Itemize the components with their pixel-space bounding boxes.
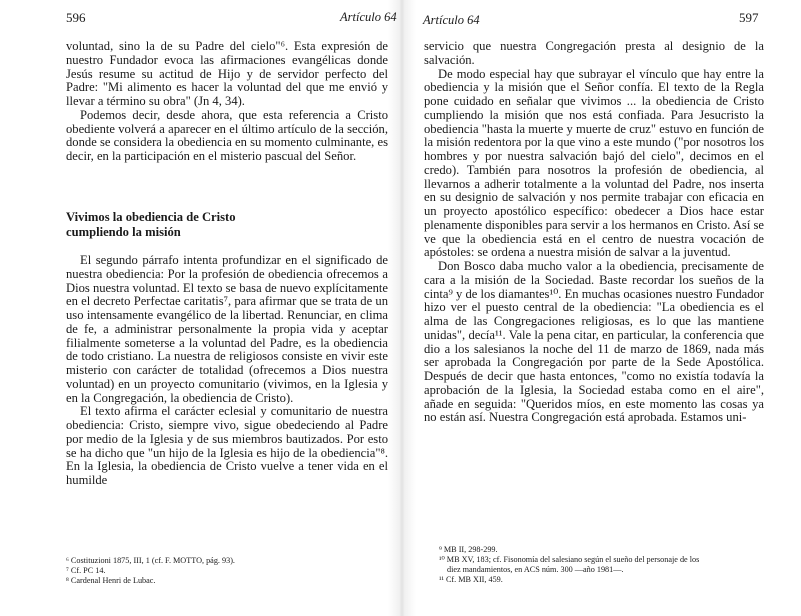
right-body xyxy=(424,40,764,425)
right-footnotes xyxy=(439,545,769,585)
left-page-number: 596 xyxy=(66,10,86,25)
left-running-head: Artículo 64 xyxy=(340,10,397,24)
left-paragraph-1: voluntad, sino la de su Padre del cielo"⁶. Esta expresión de nuestro Fundador evoca las afirmaciones evangélicas donde Jesús resume su actitud de Hijo y de servidor perfecto del Padre: "Mi alimento es hacer la voluntad del que me envió y llevar a término su obra" (Jn 4, 34). xyxy=(66,39,388,108)
section-heading-line-2: cumpliendo la misión xyxy=(66,225,181,239)
footnote-6: ⁶ Costituzioni 1875, III, 1 (cf. F. MOTTO, pág. 93). xyxy=(66,556,235,565)
left-paragraph-2: Podemos decir, desde ahora, que esta referencia a Cristo obediente volverá a aparecer en el último artículo de la sección, donde se considera la obediencia en su momento culminante, es decir, en la participación en el misterio pascual del Señor. xyxy=(66,107,388,163)
footnote-10-continued: diez mandamientos, en ACS núm. 300 —año 1981—. xyxy=(447,565,624,574)
footnote-7: ⁷ Cf. PC 14. xyxy=(66,566,106,575)
right-running-head: Artículo 64 xyxy=(423,13,480,27)
footnote-8: ⁸ Cardenal Henri de Lubac. xyxy=(66,576,156,585)
right-paragraph-2: De modo especial hay que subrayar el vínculo que hay entre la obediencia y la misión que el Señor confía. El texto de la Regla pone cuidado en señalar que vivimos ... la obediencia de Cristo cumpliendo la misión que nos está confiada. Para Jesucristo la obediencia "hasta la muerte y muerte de cruz" estuvo en función de la misión redentora por la que vino a este mundo ("por nosotros los hombres y por nuestra salvación bajó del cielo", decimos en el credo). También para nosotros la profesión de obediencia, al llevarnos a adherir totalmente a la voluntad del Padre, nos inserta en su designio de salvación y nos permite trabajar con eficacia en un proyecto apostólico específico: obedecer a Dios hace estar plenamente disponibles para servir a los hermanos en Cristo. Así se ve que la obediencia está en el centro de nuestra vocación de apóstoles: se ordena a nuestra misión de salvar a la juventud. xyxy=(424,66,764,260)
right-page xyxy=(401,0,801,616)
left-paragraph-3: El segundo párrafo intenta profundizar en el significado de nuestra obediencia: Por la profesión de obediencia ofrecemos a Dios nuestra voluntad. El texto se basa de nuevo explícitamente en el decreto Perfectae caritatis⁷, para afirmar que se trata de un uso intensamente evangélico de la libertad. Renunciar, en clima de fe, a administrar personalmente la propia vida y aceptar filialmente someterse a la voluntad del Padre, es la obediencia de todo cristiano. La nuestra de religiosos consiste en vivir este misterio con carácter de totalidad (ofrecemos a Dios nuestra voluntad) en un proyecto comunitario (vivimos, en la Iglesia y en la Congregación, la obediencia de Cristo). xyxy=(66,253,388,405)
right-page-number: 597 xyxy=(739,10,759,25)
right-paragraph-3: Don Bosco daba mucho valor a la obediencia, precisamente de cara a la misión de la Sociedad. Baste recordar los sueños de la cinta⁹ y de los diamantes¹⁰. En muchas ocasiones nuestro Fundador hizo ver el puesto central de la obediencia: "La obediencia es el alma de las Congregaciones religiosas, es lo que las mantiene unidas", decía¹¹. Vale la pena citar, en particular, la conferencia que dio a los salesianos la noche del 11 de marzo de 1869, nada más ser aprobada la Congregación por parte de la Sede Apostólica. Después de decir que hasta entonces, "como no existía todavía la aprobación de la Iglesia, la Sociedad estaba como en el aire", añade en seguida: "Queridos míos, en este momento las cosas ya no están así. Nuestra Congregación está aprobada. Estamos uni- xyxy=(424,259,764,425)
left-paragraph-4: El texto afirma el carácter eclesial y comunitario de nuestra obediencia: Cristo, siempre vivo, sigue obedeciendo al Padre por medio de la Iglesia y de sus miembros bautizados. Por esto se ha dicho que "un hijo de la Iglesia es hijo de la obediencia"⁸. En la Iglesia, la obediencia de Cristo vuelve a tener vida en el humilde xyxy=(66,404,388,487)
left-body-bottom xyxy=(66,254,388,488)
left-body-top xyxy=(66,40,388,164)
footnote-9: ⁹ MB II, 298-299. xyxy=(439,545,498,554)
section-heading-line-1: Vivimos la obediencia de Cristo xyxy=(66,210,236,224)
left-section-heading xyxy=(66,210,388,240)
footnote-11: ¹¹ Cf. MB XII, 459. xyxy=(439,575,503,584)
left-footnotes xyxy=(66,556,386,586)
footnote-10: ¹⁰ MB XV, 183; cf. Fisonomía del salesiano según el sueño del personaje de los xyxy=(439,555,700,564)
right-paragraph-1: servicio que nuestra Congregación presta al designio de la salvación. xyxy=(424,39,764,67)
